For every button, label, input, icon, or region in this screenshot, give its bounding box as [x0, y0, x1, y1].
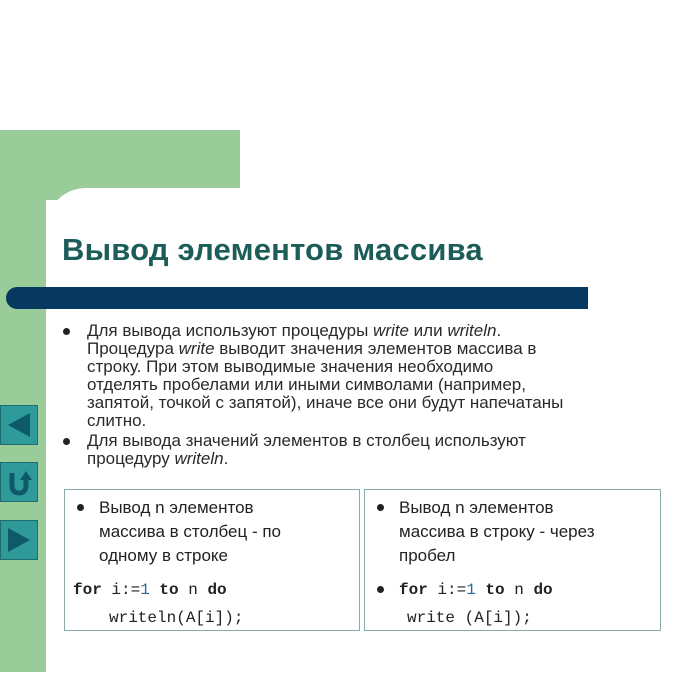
- code-line-body: write (A[i]);: [407, 609, 532, 627]
- code-text: n: [504, 581, 534, 599]
- code-text: i:=: [427, 581, 467, 599]
- code-line-body: writeln(A[i]);: [109, 609, 244, 627]
- box-bullet: [365, 496, 660, 568]
- box-line: массива в строку - через: [399, 522, 595, 541]
- code-keyword: do: [207, 581, 227, 599]
- bullet-line: Процедура write выводит значения элементов массива в: [87, 339, 537, 358]
- bullet-line: Для вывода значений элементов в столбец используют: [87, 431, 526, 450]
- next-slide-button[interactable]: [0, 520, 38, 560]
- box-line: Вывод n элементов: [399, 498, 554, 517]
- code-keyword: for: [73, 581, 102, 599]
- bullet-line: [87, 322, 660, 340]
- box-line: массива в столбец - по: [99, 522, 282, 541]
- bullet-line: запятой, точкой с запятой), иначе все они будут напечатаны: [87, 393, 564, 412]
- bullet-dot: [63, 438, 70, 445]
- bullet-text: [87, 432, 660, 468]
- box-line: одному в строке: [99, 546, 228, 565]
- bullet-item: [60, 322, 660, 430]
- code-line-for: [65, 576, 359, 604]
- code-keyword: to: [475, 581, 505, 599]
- left-green-band: [0, 130, 46, 672]
- code-text: i:=: [101, 581, 141, 599]
- code-number: 1: [140, 581, 150, 599]
- bullet-dot: [77, 504, 84, 511]
- code-line-for: [365, 576, 660, 604]
- title-underline-bar: [6, 287, 588, 309]
- bullet-dot: [377, 586, 384, 593]
- slide-title: Вывод элементов массива: [62, 232, 483, 267]
- next-arrow-icon: [4, 525, 34, 555]
- code-text: n: [178, 581, 208, 599]
- bullet-line: слитно.: [87, 411, 147, 430]
- bullet-line: строку. При этом выводимые значения необходимо: [87, 357, 494, 376]
- box-line: пробел: [399, 546, 456, 565]
- prev-arrow-icon: [4, 410, 34, 440]
- box-bullet: [65, 496, 359, 568]
- column-output-box: [64, 489, 360, 631]
- return-arrow-icon: [4, 467, 34, 497]
- bullet-dot: [377, 504, 384, 511]
- bullet-line: процедуру writeln.: [87, 449, 229, 468]
- bullet-list: [60, 322, 660, 470]
- code-number: 1: [466, 581, 476, 599]
- code-keyword: do: [533, 581, 553, 599]
- row-output-box: [364, 489, 661, 631]
- code-keyword: to: [149, 581, 179, 599]
- return-button[interactable]: [0, 462, 38, 502]
- code-keyword: for: [399, 581, 428, 599]
- bullet-dot: [63, 328, 70, 335]
- bullet-text: [87, 322, 660, 430]
- bullet-line-text: Для вывода используют процедуры write или writeln.: [87, 321, 502, 340]
- prev-slide-button[interactable]: [0, 405, 38, 445]
- bullet-line: отделять пробелами или иными символами (например,: [87, 375, 526, 394]
- bullet-item: [60, 432, 660, 468]
- box-line: Вывод n элементов: [99, 498, 254, 517]
